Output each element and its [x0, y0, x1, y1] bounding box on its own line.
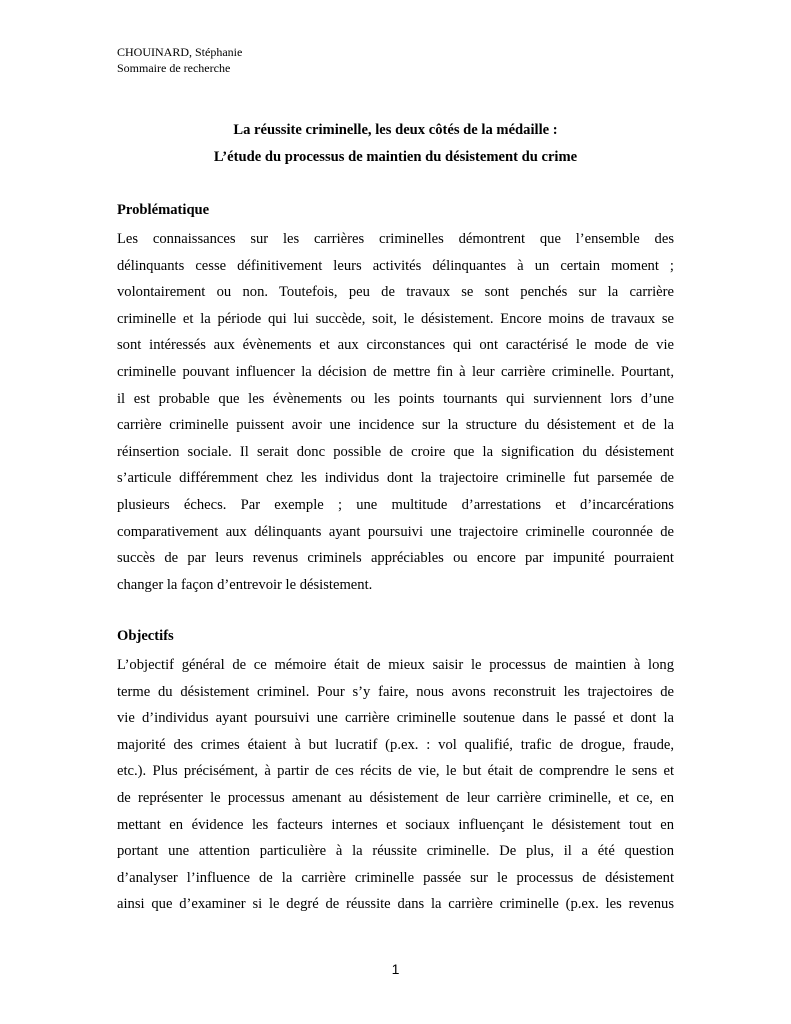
- text-line: carrière criminelle puissent avoir une incidence sur la structure du désistement et de la: [117, 417, 674, 434]
- text-line: changer la façon d’entrevoir le désistement.: [117, 576, 373, 593]
- text-line: plusieurs échecs. Par exemple ; une multitude d’arrestations et d’incarcérations: [117, 496, 674, 513]
- text-line: d’analyser l’influence de la carrière criminelle passée sur le processus de désistement: [117, 869, 674, 886]
- text-line: criminelle et la période qui lui succède, soit, le désistement. Encore moins de travaux se: [117, 310, 674, 327]
- header-author: CHOUINARD, Stéphanie: [117, 45, 243, 59]
- text-line: Les connaissances sur les carrières criminelles démontrent que l’ensemble des: [117, 231, 674, 247]
- text-line: portant une attention particulière à la réussite criminelle. De plus, il a été question: [117, 843, 674, 860]
- text-line: succès de par leurs revenus criminels appréciables ou encore par impunité pourraient: [117, 550, 674, 567]
- text-line: L’objectif général de ce mémoire était de mieux saisir le processus de maintien à long: [117, 657, 674, 673]
- document-title-line-1: La réussite criminelle, les deux côtés de la médaille :: [233, 122, 558, 138]
- text-line: terme du désistement criminel. Pour s’y faire, nous avons reconstruit les trajectoires de: [117, 683, 674, 700]
- text-line: vie d’individus ayant poursuivi une carrière criminelle soutenue dans le passé et dont la: [117, 710, 674, 727]
- text-line: volontairement ou non. Toutefois, peu de travaux se sont penchés sur la carrière: [117, 284, 674, 301]
- section-heading-objectifs: Objectifs: [117, 628, 174, 644]
- text-line: comparativement aux délinquants ayant poursuivi une trajectoire criminelle couronnée de: [117, 523, 674, 540]
- text-line: s’articule différemment chez les individus dont la trajectoire criminelle fut parsemée de: [117, 470, 674, 487]
- text-line: délinquants cesse définitivement leurs activités délinquantes à un certain moment ;: [117, 257, 674, 274]
- text-line: mettant en évidence les facteurs internes et sociaux influençant le désistement tout en: [117, 816, 674, 833]
- text-line: majorité des crimes étaient à but lucratif (p.ex. : vol qualifié, trafic de drogue, fraude,: [117, 736, 674, 753]
- document-title-line-2: L’étude du processus de maintien du désistement du crime: [213, 149, 578, 165]
- section-heading-problematique: Problématique: [117, 202, 210, 218]
- text-line: sont intéressés aux évènements et aux circonstances qui ont caractérisé le mode de vie: [117, 337, 674, 354]
- text-line: il est probable que les évènements ou les points tournants qui surviennent lors d’une: [117, 390, 674, 407]
- text-line: de représenter le processus amenant au désistement de leur carrière criminelle, et ce, en: [117, 789, 674, 806]
- text-line: criminelle pouvant influencer la décision de mettre fin à leur carrière criminelle. Pourtant,: [117, 363, 674, 380]
- text-line: réinsertion sociale. Il serait donc possible de croire que la signification du désistement: [117, 443, 674, 460]
- paragraph-problematique: [117, 226, 674, 598]
- header-document-type: Sommaire de recherche: [117, 61, 231, 75]
- page-number: 1: [391, 961, 400, 977]
- page-header: [117, 44, 242, 76]
- text-line: etc.). Plus précisément, à partir de ces récits de vie, le but était de comprendre le sens et: [117, 763, 674, 780]
- text-line: ainsi que d’examiner si le degré de réussite dans la carrière criminelle (p.ex. les revenus: [117, 896, 674, 913]
- paragraph-objectifs: [117, 652, 674, 918]
